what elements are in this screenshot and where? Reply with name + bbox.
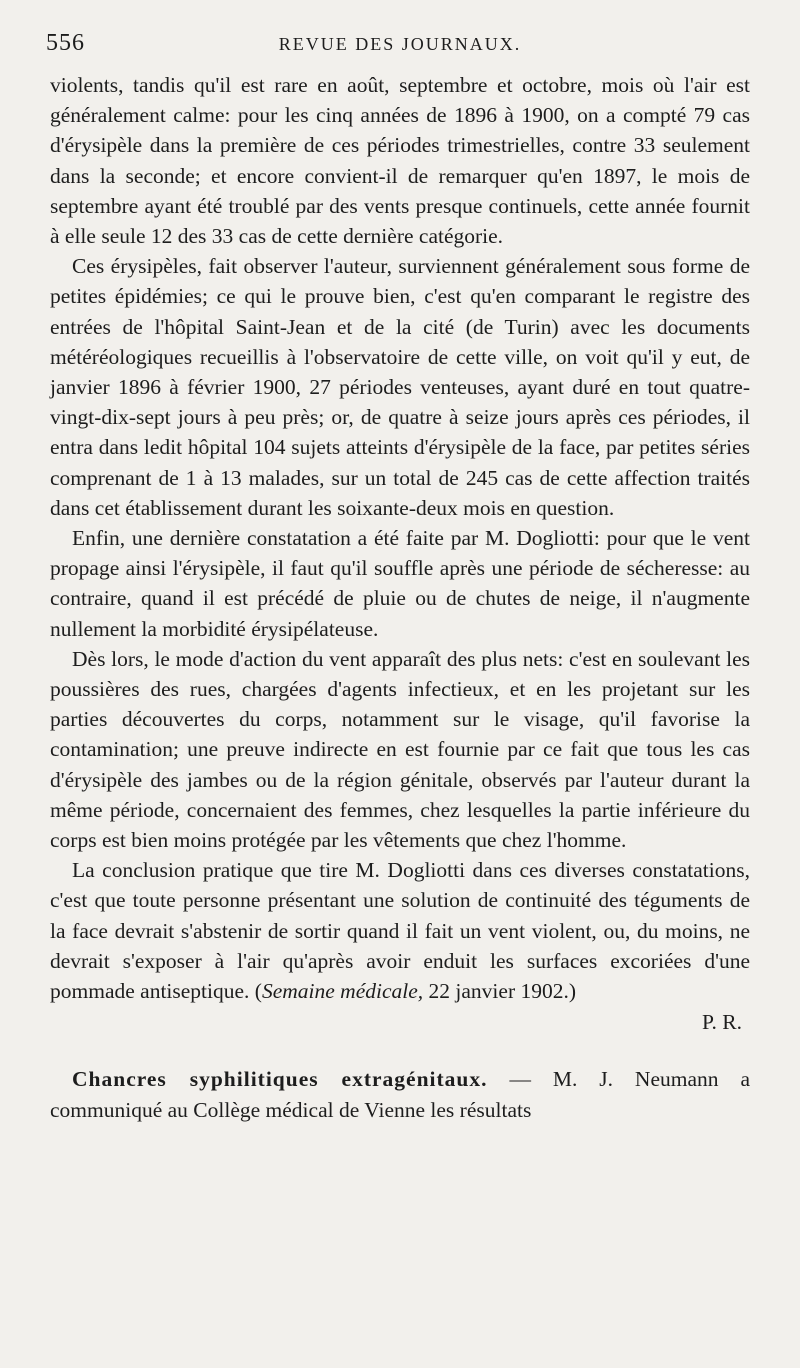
paragraph-3: Enfin, une dernière constatation a été faite par M. Dogliotti: pour que le vent propage ainsi l'érysipèle, il faut qu'il souffle après une période de sécheresse: au contraire, quand il est précédé de pluie ou de chutes de neige, il n'augmente nullement la morbidité érysipélateuse.: [50, 526, 750, 641]
page-header: [40, 30, 760, 70]
source-publication: Semaine médicale,: [261, 979, 424, 1004]
next-section-paragraph: [50, 1064, 750, 1124]
running-title: REVUE DES JOURNAUX.: [278, 34, 522, 54]
paragraph-1: violents, tandis qu'il est rare en août, septembre et octobre, mois où l'air est généralement calme: pour les cinq années de 1896 à 1900, on a compté 79 cas d'érysipèle dans la première de ces périodes trimestrielles, contre 33 seulement dans la seconde; et encore convient-il de remarquer qu'en 1897, le mois de septembre ayant été troublé par des vents presque continuels, cette année fournit à elle seule 12 des 33 cas de cette dernière catégorie.: [50, 73, 750, 249]
section-text: — M. J. Neumann a communiqué au Collège médical de Vienne les résultats: [50, 1067, 750, 1122]
article-body: [50, 70, 750, 1125]
source-date: 22 janvier 1902.): [423, 979, 577, 1004]
section-title: Chancres syphilitiques extragénitaux.: [72, 1067, 488, 1092]
author-signature: P. R.: [701, 1010, 742, 1035]
paragraph-4: Dès lors, le mode d'action du vent apparaît des plus nets: c'est en soulevant les poussières des rues, chargées d'agents infectieux, et en les projetant sur les parties découvertes du corps, notamment sur le visage, qu'il favorise la contamination; une preuve indirecte en est fournie par ce fait que tous les cas d'érysipèle des jambes ou de la région génitale, observés par l'auteur durant la même période, concernaient des femmes, chez lesquelles la partie inférieure du corps est bien moins protégée par les vêtements que chez l'homme.: [50, 646, 750, 853]
conclusion-text: La conclusion pratique que tire M. Dogliotti dans ces diverses constatations, c'est que toute personne présentant une solution de continuité des téguments de la face devrait s'abstenir de sortir quand il fait un vent violent, ou, du moins, ne devrait s'exposer à l'air qu'après avoir enduit les surfaces excoriées d'une pommade antiseptique. (: [50, 858, 750, 1004]
conclusion-paragraph: [50, 855, 750, 1006]
section-gap: [50, 1038, 750, 1064]
page-number: 556: [46, 30, 85, 56]
paragraph-2: Ces érysipèles, fait observer l'auteur, surviennent généralement sous forme de petites épidémies; ce qui le prouve bien, c'est qu'en comparant le registre des entrées de l'hôpital Saint-Jean et de la cité (de Turin) avec les documents météréologiques recueillis à l'observatoire de cette ville, on voit qu'il y eut, de janvier 1896 à février 1900, 27 périodes venteuses, ayant duré en tout quatre-vingt-dix-sept jours à peu près; or, de quatre à seize jours après ces périodes, il entra dans ledit hôpital 104 sujets atteints d'érysipèle de la face, par petites séries comprenant de 1 à 13 malades, sur un total de 245 cas de cette affection traités dans cet établissement durant les soixante-deux mois en question.: [50, 254, 750, 520]
